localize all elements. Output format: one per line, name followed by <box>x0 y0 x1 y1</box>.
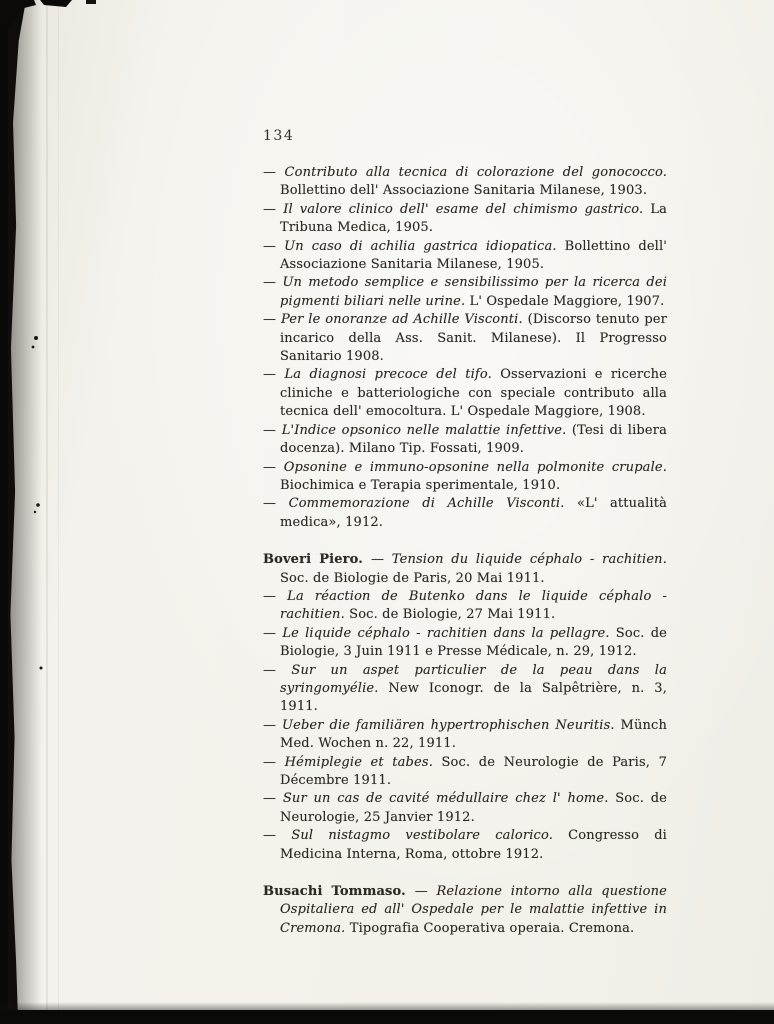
entry-dash: — <box>263 275 283 291</box>
bibliography-entry <box>263 588 667 625</box>
bibliography-entry <box>263 827 667 864</box>
entry-dash: — <box>263 662 292 678</box>
bibliography-section <box>263 883 667 938</box>
entry-dash: — <box>263 791 283 807</box>
page-number: 134 <box>263 128 295 144</box>
left-scan-edge <box>0 0 26 1024</box>
entry-dash: — <box>263 754 285 770</box>
entry-reference: (Discorso tenuto per incarico della Ass. Sanit. Milanese). Il Progresso Sanitario 1908. <box>280 312 668 365</box>
entry-reference: Bollettino dell' Associazione Sanitaria Milanese, 1903. <box>280 183 648 199</box>
entry-title: Contributo alla tecnica di colorazione del gonococco. <box>284 165 667 180</box>
entry-dash: — <box>263 588 288 604</box>
bibliography-entry <box>263 790 667 827</box>
entry-reference: Soc. de Neurologie de Paris, 7 Décembre 1911. <box>280 754 667 788</box>
entry-reference: Soc. de Biologie, 27 Mai 1911. <box>349 607 556 623</box>
entry-reference: La Tribuna Medica, 1905. <box>280 201 667 236</box>
entry-title: La diagnosi precoce del tifo. <box>284 367 501 383</box>
bibliography-list <box>263 164 667 938</box>
entry-title: Relazione intorno alla questione Ospitaliera ed all' Ospedale per le malattie infettive in Cremona. <box>280 884 667 936</box>
bibliography-entry <box>263 551 667 588</box>
entry-dash: — <box>263 625 283 641</box>
entry-reference: (Tesi di libera docenza). Milano Tip. Fossati, 1909. <box>280 422 667 457</box>
entry-reference: «L' attualità medica», 1912. <box>280 496 667 530</box>
entry-reference: Biochimica e Terapia sperimentale, 1910. <box>280 477 561 493</box>
entry-dash: — <box>263 828 292 844</box>
bibliography-entry <box>263 754 667 791</box>
entry-title: Ueber die familiären hypertrophischen Neuritis. <box>282 717 621 733</box>
entry-reference: Osservazioni e ricerche cliniche e batteriologiche con speciale contributo alla tecnica dell' emocoltura. L' Ospedale Maggiore, 1908. <box>280 367 667 420</box>
entry-dash: — <box>263 496 289 512</box>
entry-dash: — <box>263 422 282 438</box>
entry-dash: — <box>263 201 284 217</box>
entry-reference: Bollettino dell' Associazione Sanitaria Milanese, 1905. <box>280 238 667 273</box>
bibliography-entry <box>263 625 667 662</box>
author-name: Boveri Piero. <box>263 552 371 568</box>
entry-dash: — <box>263 312 281 328</box>
entry-title: Un metodo semplice e sensibilissimo per la ricerca dei pigmenti biliari nelle urine. <box>280 275 668 309</box>
entry-title: Per le onoranze ad Achille Visconti. <box>280 312 528 328</box>
bibliography-section <box>263 164 667 532</box>
entry-title: Opsonine e immuno-opsonine nella polmonite crupale. <box>283 459 667 475</box>
bibliography-entry <box>263 164 667 201</box>
page-crease <box>58 0 59 1024</box>
entry-dash: — <box>263 459 284 475</box>
entry-reference: Soc. de Biologie, 3 Juin 1911 e Presse Médicale, n. 29, 1912. <box>280 625 668 660</box>
entry-title: L'Indice opsonico nelle malattie infettive. <box>281 422 572 438</box>
entry-title: Sur un aspet particulier de la peau dans la syringomyélie. <box>280 662 667 696</box>
entry-dash: — <box>263 238 285 254</box>
entry-title: Le liquide céphalo - rachitien dans la pellagre. <box>282 625 616 641</box>
entry-dash: — <box>263 165 285 180</box>
bibliography-entry <box>263 717 667 754</box>
page-crease <box>46 0 48 1024</box>
entry-title: Il valore clinico dell' esame del chimismo gastrico. <box>283 201 651 217</box>
bibliography-entry <box>263 274 667 311</box>
bibliography-entry <box>263 201 667 238</box>
entry-reference: Soc. de Neurologie, 25 Janvier 1912. <box>280 791 668 825</box>
entry-reference: Tipografia Cooperativa operaia. Cremona. <box>349 920 635 936</box>
entry-reference: Münch Med. Wochen n. 22, 1911. <box>280 717 668 752</box>
entry-dash: — <box>414 884 437 900</box>
entry-dash: — <box>370 552 392 568</box>
entry-dash: — <box>263 717 282 733</box>
bibliography-section <box>263 551 667 864</box>
entry-title: Un caso di achilia gastrica idiopatica. <box>284 238 565 254</box>
bibliography-entry <box>263 422 667 459</box>
author-name: Busachi Tommaso. <box>263 884 415 900</box>
entry-dash: — <box>263 367 285 383</box>
page-content <box>263 128 667 938</box>
entry-title: Sul nistagmo vestibolare calorico. <box>291 828 569 844</box>
bibliography-entry <box>263 662 667 717</box>
bibliography-entry <box>263 366 667 421</box>
bibliography-entry <box>263 883 667 938</box>
entry-reference: New Iconogr. de la Salpêtrière, n. 3, 1911. <box>280 680 668 715</box>
entry-reference: Congresso di Medicina Interna, Roma, ottobre 1912. <box>280 828 667 862</box>
entry-title: Hémiplegie et tabes. <box>284 754 442 770</box>
entry-title: Tension du liquide céphalo - rachitien. <box>391 552 667 568</box>
entry-title: La réaction de Butenko dans le liquide céphalo - rachitien. <box>280 588 668 623</box>
entry-title: Commemorazione di Achille Visconti. <box>288 496 577 512</box>
entry-title: Sur un cas de cavité médullaire chez l' home. <box>282 791 616 807</box>
entry-reference: L' Ospedale Maggiore, 1907. <box>469 293 665 309</box>
bibliography-entry <box>263 238 667 275</box>
entry-reference: Soc. de Biologie de Paris, 20 Mai 1911. <box>280 570 545 586</box>
bibliography-entry <box>263 459 667 496</box>
bottom-scan-edge <box>0 1010 774 1024</box>
bibliography-entry <box>263 495 667 532</box>
bibliography-entry <box>263 311 667 366</box>
